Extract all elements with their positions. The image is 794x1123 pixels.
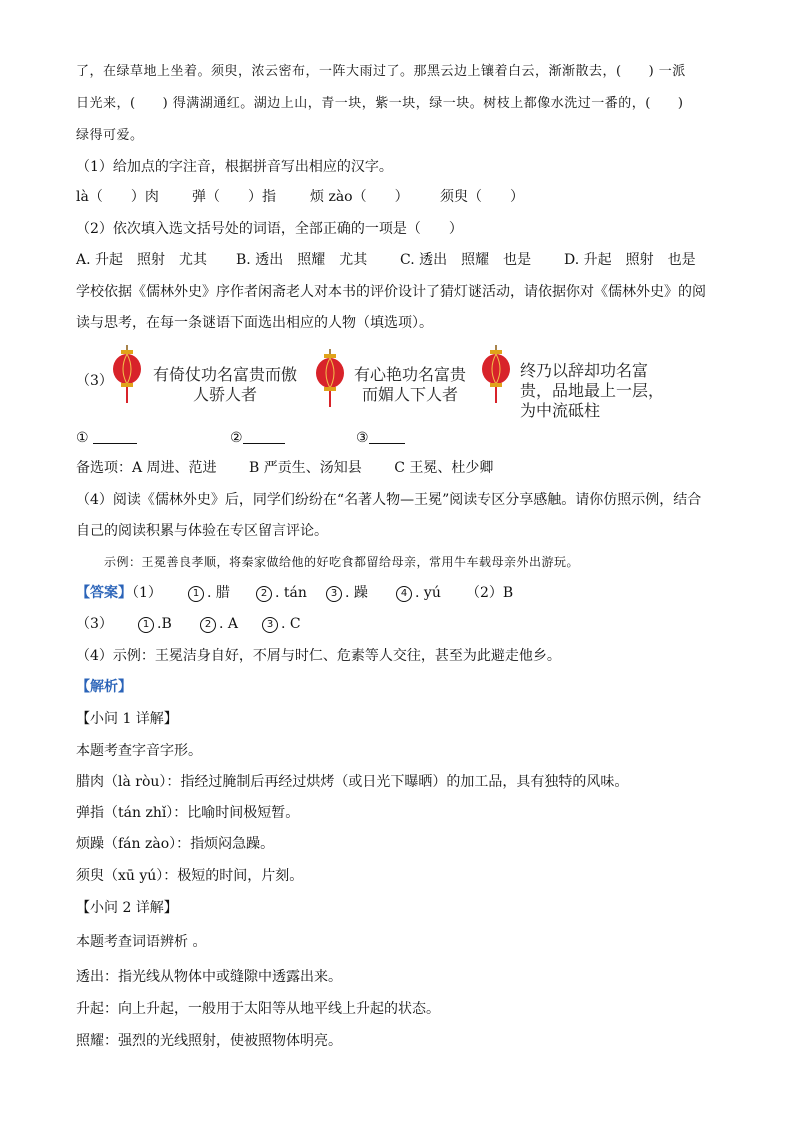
- analysis-s1-item: 烦躁（fán zào）：指烦闷急躁。: [76, 836, 275, 852]
- intro-line-1: 学校依据《儒林外史》序作者闲斋老人对本书的评价设计了猜灯谜活动，请依据你对《儒林外史》的阅: [76, 284, 706, 300]
- q3-label: （3）: [76, 373, 113, 389]
- analysis-tag: 【解析】: [76, 679, 132, 695]
- answer-row-1: 【答案】（1）: [76, 585, 162, 601]
- intro-line-2: 读与思考，在每一条谜语下面选出相应的人物（填选项）。: [76, 315, 433, 331]
- q2-option-a: A. 升起 照射 尤其: [76, 252, 208, 268]
- lantern-icon: [315, 349, 345, 411]
- passage-line-2: 日光来，( ) 得满湖通红。湖边上山，青一块，紫一块，绿一块。树枝上都像水洗过一番的，( ): [76, 96, 684, 111]
- q1-prompt: （1）给加点的字注音，根据拼音写出相应的汉字。: [76, 159, 393, 175]
- blank-3: ③: [356, 428, 405, 448]
- answer-1-2: 2 . tán: [256, 583, 307, 603]
- q2-option-d: D. 升起 照射 也是: [564, 252, 696, 268]
- analysis-s2-intro: 本题考查词语辨析 。: [76, 934, 207, 950]
- lantern-icon: [481, 345, 511, 407]
- answer-1-1: 1 . 腊: [188, 583, 230, 603]
- q2-option-b: B. 透出 照耀 尤其: [236, 252, 368, 268]
- q2-option-c: C. 透出 照耀 也是: [400, 252, 532, 268]
- passage-line-3: 绿得可爱。: [76, 128, 144, 143]
- analysis-s1-title: 【小问 1 详解】: [76, 711, 178, 727]
- blank-2: ②: [230, 428, 285, 448]
- analysis-s1-item: 腊肉（là ròu）：指经过腌制后再经过烘烤（或日光下曝晒）的加工品，具有独特的风味。: [76, 774, 629, 790]
- analysis-s1-intro: 本题考查字音字形。: [76, 743, 202, 759]
- analysis-s2-item: 照耀：强烈的光线照射，使被照物体明亮。: [76, 1033, 342, 1049]
- q1-item-4: 须臾（ ）: [440, 189, 524, 205]
- analysis-s2-title: 【小问 2 详解】: [76, 900, 178, 916]
- answer-3-label: （3）: [76, 616, 113, 632]
- answer-1-3: 3 . 躁: [326, 583, 368, 603]
- analysis-s1-item: 弹指（tán zhǐ）：比喻时间极短暂。: [76, 805, 300, 821]
- riddle-1: 有倚仗功名富贵而傲人骄人者: [152, 365, 297, 404]
- analysis-s1-item: 须臾（xū yú）：极短的时间，片刻。: [76, 868, 304, 884]
- q4-line-1: （4）阅读《儒林外史》后，同学们纷纷在“名著人物—王冕”阅读专区分享感触。请你仿照示例，结合: [76, 492, 702, 508]
- q1-item-3: 烦 zào（ ）: [310, 189, 409, 205]
- riddle-3: 终乃以辞却功名富贵，品地最上一层，为中流砥柱: [520, 361, 665, 420]
- answer-2: （2）B: [466, 585, 514, 601]
- riddle-row: [76, 345, 716, 420]
- answer-3-3: 3 . C: [262, 614, 301, 634]
- q1-item-2: 弹（ ）指: [192, 189, 276, 205]
- answer-tag: 【答案】: [76, 585, 132, 601]
- q4-example: 示例：王冕善良孝顺，将秦家做给他的好吃食都留给母亲，常用牛车载母亲外出游玩。: [104, 555, 580, 569]
- riddle-2: 有心艳功名富贵而媚人下人者: [353, 365, 466, 404]
- q2-prompt: （2）依次填入选文括号处的词语，全部正确的一项是（ ）: [76, 221, 463, 237]
- lantern-icon: [112, 345, 142, 407]
- analysis-s2-item: 升起：向上升起，一般用于太阳等从地平线上升起的状态。: [76, 1001, 440, 1017]
- analysis-s2-item: 透出：指光线从物体中或缝隙中透露出来。: [76, 969, 342, 985]
- blank-1: ①: [76, 428, 137, 448]
- passage-line-1: 了，在绿草地上坐着。须臾，浓云密布，一阵大雨过了。那黑云边上镶着白云，渐渐散去，( ) 一派: [76, 64, 686, 79]
- q4-line-2: 自己的阅读积累与体验在专区留言评论。: [76, 523, 328, 539]
- answer-3-1: 1 .B: [138, 614, 172, 634]
- answer-4: （4）示例：王冕洁身自好，不屑与时仁、危素等人交往，甚至为此避走他乡。: [76, 648, 561, 664]
- q3-choices: 备选项：A 周进、范进 B 严贡生、汤知县 C 王冕、杜少卿: [76, 460, 494, 476]
- answer-3-2: 2 . A: [200, 614, 238, 634]
- q1-item-1: là（ ）肉: [76, 189, 159, 205]
- answer-1-4: 4 . yú: [396, 583, 441, 603]
